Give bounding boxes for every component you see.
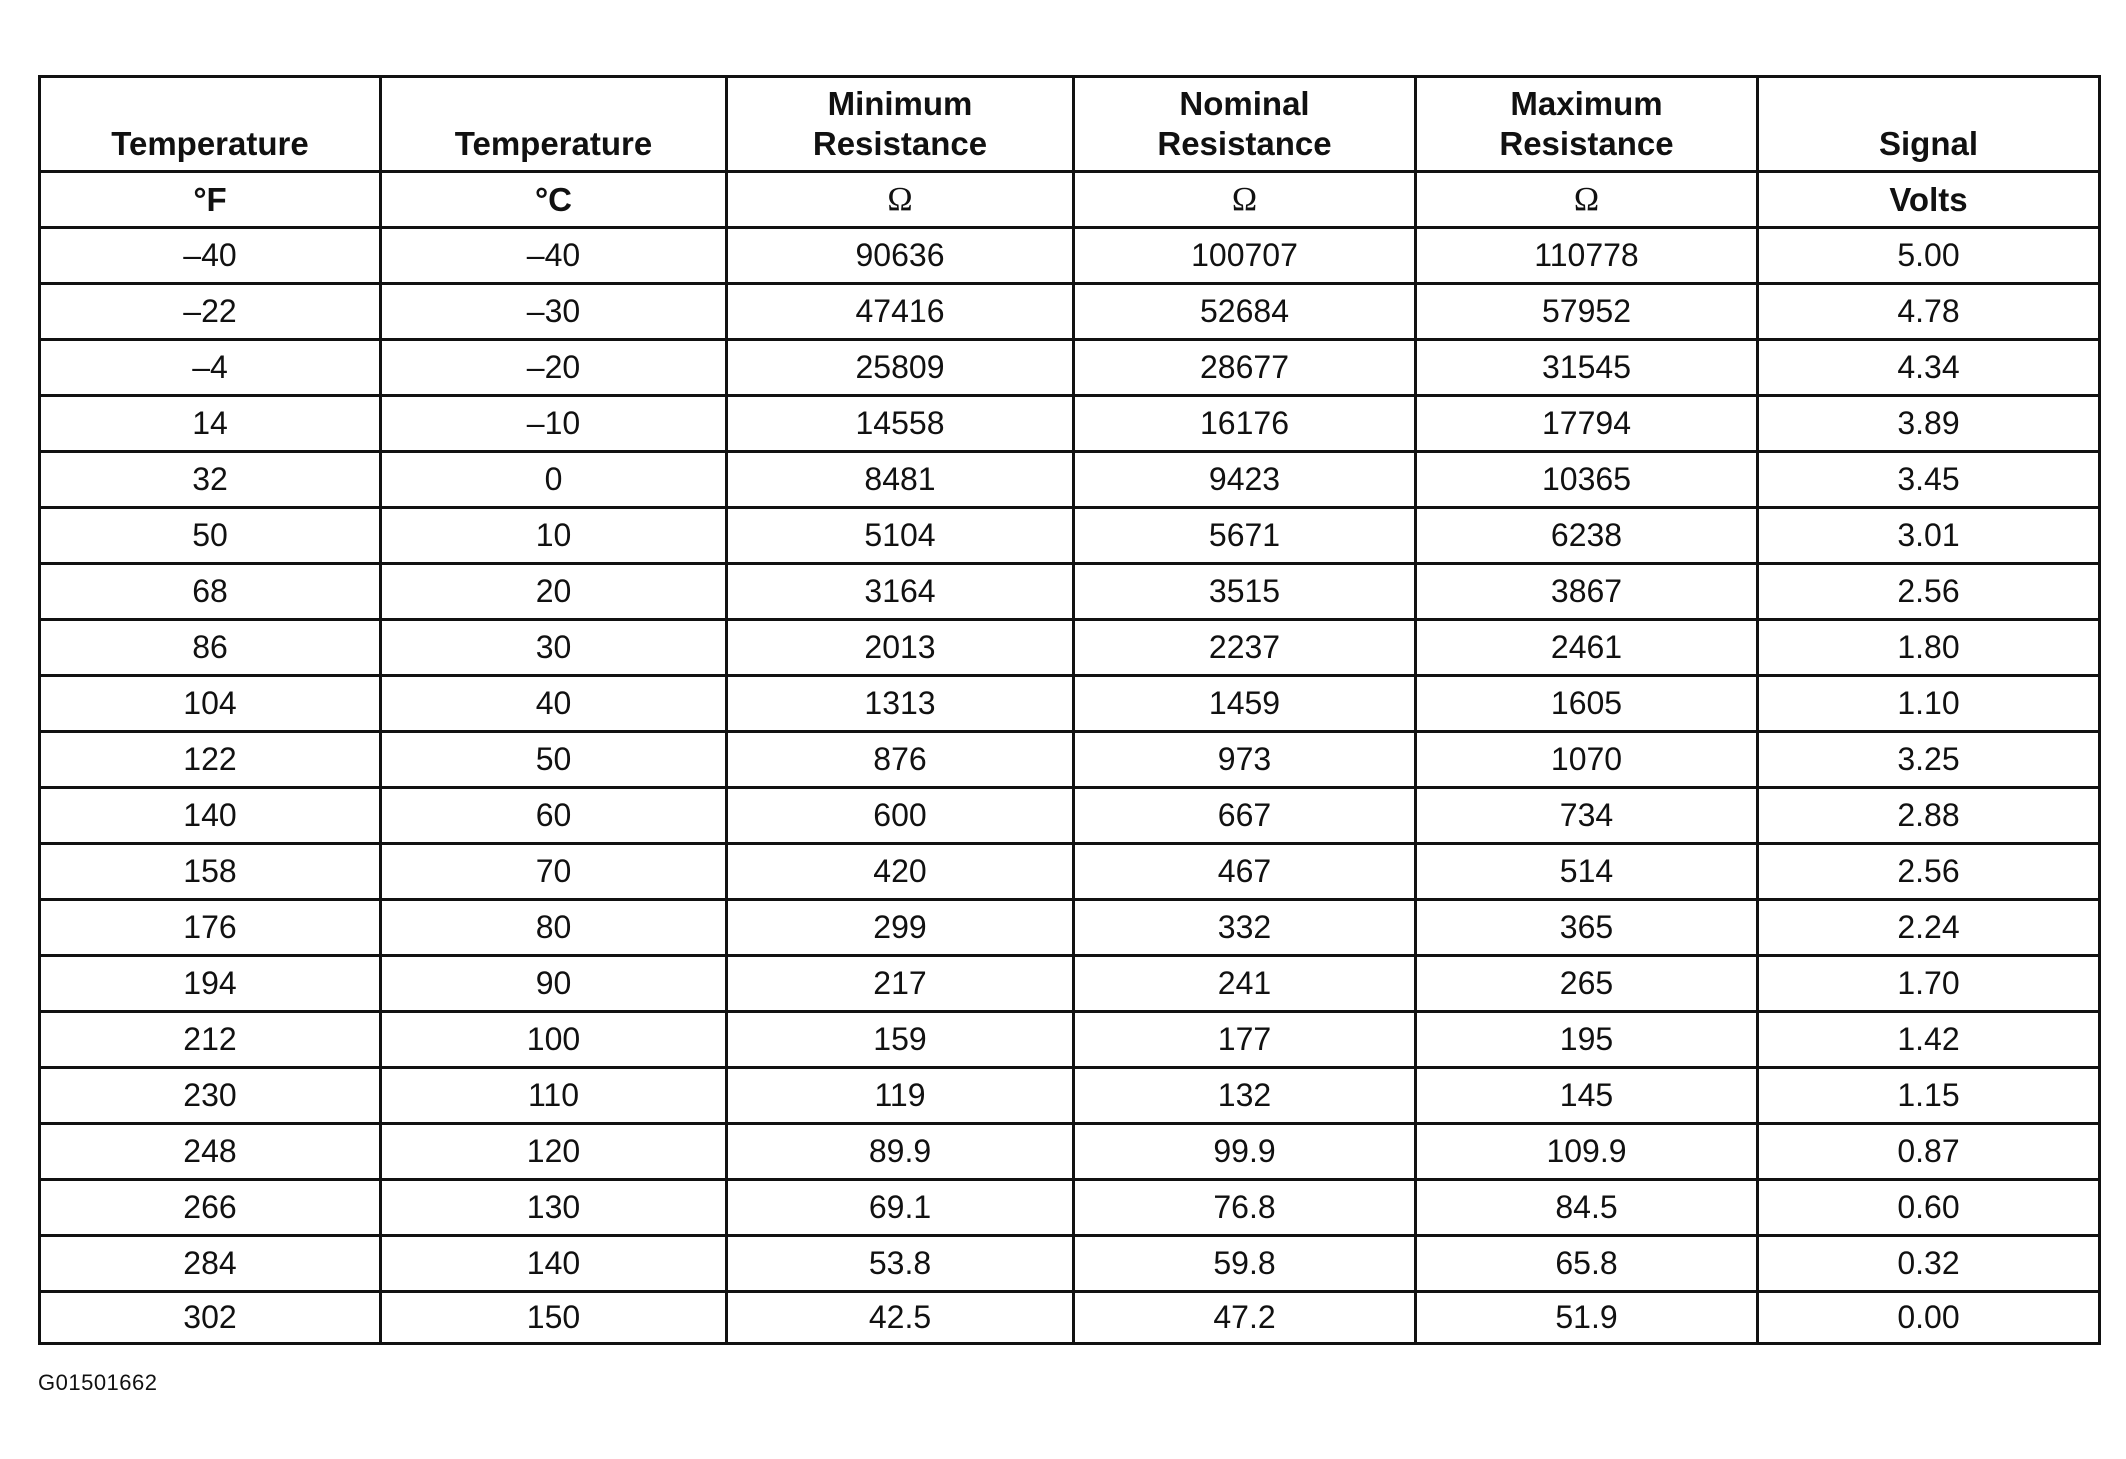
cell-nominal-resistance: 1459 [1074,676,1416,732]
cell-signal-volts: 1.80 [1758,620,2100,676]
cell-temp-c: 130 [381,1180,727,1236]
cell-min-resistance: 876 [727,732,1074,788]
cell-max-resistance: 195 [1416,1012,1758,1068]
cell-nominal-resistance: 177 [1074,1012,1416,1068]
header-temperature-f [40,77,381,172]
cell-max-resistance: 3867 [1416,564,1758,620]
cell-signal-volts: 0.87 [1758,1124,2100,1180]
cell-temp-c: 150 [381,1292,727,1344]
cell-nominal-resistance: 99.9 [1074,1124,1416,1180]
cell-nominal-resistance: 76.8 [1074,1180,1416,1236]
cell-min-resistance: 47416 [727,284,1074,340]
cell-signal-volts: 4.34 [1758,340,2100,396]
header-temperature-c [381,77,727,172]
unit-row [40,172,2100,228]
cell-signal-volts: 2.88 [1758,788,2100,844]
cell-temp-f: 140 [40,788,381,844]
cell-max-resistance: 57952 [1416,284,1758,340]
header-line2: Signal [1878,125,1979,162]
header-line1: Maximum [1510,85,1663,122]
cell-temp-c: 20 [381,564,727,620]
cell-min-resistance: 5104 [727,508,1074,564]
cell-nominal-resistance: 332 [1074,900,1416,956]
cell-nominal-resistance: 100707 [1074,228,1416,284]
header-line2: Temperature [111,125,309,162]
cell-temp-f: 194 [40,956,381,1012]
cell-max-resistance: 10365 [1416,452,1758,508]
cell-max-resistance: 65.8 [1416,1236,1758,1292]
cell-temp-c: –30 [381,284,727,340]
figure-id: G01501662 [38,1370,158,1395]
cell-temp-f: 230 [40,1068,381,1124]
cell-temp-f: 68 [40,564,381,620]
cell-signal-volts: 1.10 [1758,676,2100,732]
cell-nominal-resistance: 973 [1074,732,1416,788]
cell-min-resistance: 159 [727,1012,1074,1068]
cell-max-resistance: 514 [1416,844,1758,900]
cell-signal-volts: 2.24 [1758,900,2100,956]
spec-table-container [38,75,2098,1345]
cell-min-resistance: 53.8 [727,1236,1074,1292]
table-row [40,452,2100,508]
cell-signal-volts: 1.15 [1758,1068,2100,1124]
cell-nominal-resistance: 59.8 [1074,1236,1416,1292]
cell-temp-c: 100 [381,1012,727,1068]
header-line2: Resistance [1499,125,1674,162]
cell-temp-c: 0 [381,452,727,508]
cell-temp-c: 110 [381,1068,727,1124]
table-row [40,396,2100,452]
unit-ohm: Ω [1074,172,1416,228]
cell-temp-f: 50 [40,508,381,564]
cell-signal-volts: 1.42 [1758,1012,2100,1068]
cell-temp-f: 284 [40,1236,381,1292]
cell-max-resistance: 734 [1416,788,1758,844]
header-line1: Minimum [827,85,973,122]
cell-min-resistance: 89.9 [727,1124,1074,1180]
cell-max-resistance: 1605 [1416,676,1758,732]
cell-temp-c: 60 [381,788,727,844]
cell-min-resistance: 25809 [727,340,1074,396]
cell-temp-c: 70 [381,844,727,900]
unit-volts: Volts [1758,172,2100,228]
temperature-resistance-table [38,75,2101,1345]
cell-max-resistance: 110778 [1416,228,1758,284]
cell-signal-volts: 2.56 [1758,844,2100,900]
cell-temp-f: 86 [40,620,381,676]
header-nominal-resistance [1074,77,1416,172]
table-row [40,228,2100,284]
cell-nominal-resistance: 2237 [1074,620,1416,676]
header-minimum-resistance [727,77,1074,172]
cell-signal-volts: 0.00 [1758,1292,2100,1344]
cell-nominal-resistance: 28677 [1074,340,1416,396]
cell-temp-f: 122 [40,732,381,788]
cell-max-resistance: 84.5 [1416,1180,1758,1236]
table-row [40,1236,2100,1292]
cell-temp-c: 90 [381,956,727,1012]
cell-nominal-resistance: 9423 [1074,452,1416,508]
table-row [40,900,2100,956]
cell-signal-volts: 3.89 [1758,396,2100,452]
cell-temp-f: –4 [40,340,381,396]
table-row [40,1292,2100,1344]
table-row [40,676,2100,732]
cell-min-resistance: 1313 [727,676,1074,732]
cell-min-resistance: 69.1 [727,1180,1074,1236]
table-row [40,1180,2100,1236]
cell-temp-f: 14 [40,396,381,452]
cell-nominal-resistance: 47.2 [1074,1292,1416,1344]
cell-max-resistance: 6238 [1416,508,1758,564]
cell-max-resistance: 17794 [1416,396,1758,452]
cell-min-resistance: 600 [727,788,1074,844]
cell-temp-f: 32 [40,452,381,508]
cell-temp-f: 212 [40,1012,381,1068]
cell-min-resistance: 119 [727,1068,1074,1124]
table-row [40,1124,2100,1180]
cell-min-resistance: 3164 [727,564,1074,620]
cell-max-resistance: 51.9 [1416,1292,1758,1344]
table-row [40,508,2100,564]
cell-temp-c: 80 [381,900,727,956]
cell-nominal-resistance: 241 [1074,956,1416,1012]
cell-temp-f: 302 [40,1292,381,1344]
cell-temp-f: 266 [40,1180,381,1236]
cell-signal-volts: 5.00 [1758,228,2100,284]
cell-temp-f: 104 [40,676,381,732]
cell-min-resistance: 90636 [727,228,1074,284]
cell-min-resistance: 299 [727,900,1074,956]
cell-temp-c: –10 [381,396,727,452]
cell-nominal-resistance: 5671 [1074,508,1416,564]
cell-temp-f: 248 [40,1124,381,1180]
header-line1: Nominal [1179,85,1310,122]
header-line2: Temperature [454,125,653,162]
cell-min-resistance: 2013 [727,620,1074,676]
cell-max-resistance: 265 [1416,956,1758,1012]
unit-celsius: °C [381,172,727,228]
table-row [40,564,2100,620]
table-row [40,1068,2100,1124]
cell-temp-f: –40 [40,228,381,284]
header-row [40,77,2100,172]
cell-temp-f: 176 [40,900,381,956]
cell-signal-volts: 0.60 [1758,1180,2100,1236]
cell-signal-volts: 3.25 [1758,732,2100,788]
table-row [40,284,2100,340]
cell-min-resistance: 14558 [727,396,1074,452]
unit-ohm: Ω [1416,172,1758,228]
cell-signal-volts: 4.78 [1758,284,2100,340]
cell-max-resistance: 2461 [1416,620,1758,676]
table-row [40,1012,2100,1068]
cell-temp-c: 40 [381,676,727,732]
cell-nominal-resistance: 467 [1074,844,1416,900]
cell-temp-c: 140 [381,1236,727,1292]
cell-temp-c: 30 [381,620,727,676]
header-line2: Resistance [1157,125,1332,162]
cell-max-resistance: 109.9 [1416,1124,1758,1180]
cell-min-resistance: 8481 [727,452,1074,508]
table-row [40,620,2100,676]
table-row [40,844,2100,900]
cell-max-resistance: 1070 [1416,732,1758,788]
cell-temp-c: –20 [381,340,727,396]
unit-fahrenheit: °F [40,172,381,228]
table-row [40,732,2100,788]
table-body [40,228,2100,1344]
cell-nominal-resistance: 667 [1074,788,1416,844]
cell-nominal-resistance: 132 [1074,1068,1416,1124]
cell-nominal-resistance: 3515 [1074,564,1416,620]
cell-signal-volts: 0.32 [1758,1236,2100,1292]
header-maximum-resistance [1416,77,1758,172]
table-row [40,340,2100,396]
cell-temp-c: 50 [381,732,727,788]
cell-nominal-resistance: 16176 [1074,396,1416,452]
cell-signal-volts: 3.45 [1758,452,2100,508]
cell-min-resistance: 420 [727,844,1074,900]
cell-signal-volts: 2.56 [1758,564,2100,620]
cell-temp-c: –40 [381,228,727,284]
cell-max-resistance: 365 [1416,900,1758,956]
cell-max-resistance: 31545 [1416,340,1758,396]
cell-temp-f: –22 [40,284,381,340]
cell-temp-f: 158 [40,844,381,900]
header-line2: Resistance [812,125,988,162]
cell-nominal-resistance: 52684 [1074,284,1416,340]
table-row [40,956,2100,1012]
cell-temp-c: 120 [381,1124,727,1180]
header-signal [1758,77,2100,172]
cell-min-resistance: 42.5 [727,1292,1074,1344]
cell-min-resistance: 217 [727,956,1074,1012]
cell-max-resistance: 145 [1416,1068,1758,1124]
cell-signal-volts: 1.70 [1758,956,2100,1012]
unit-ohm: Ω [727,172,1074,228]
table-row [40,788,2100,844]
cell-temp-c: 10 [381,508,727,564]
cell-signal-volts: 3.01 [1758,508,2100,564]
